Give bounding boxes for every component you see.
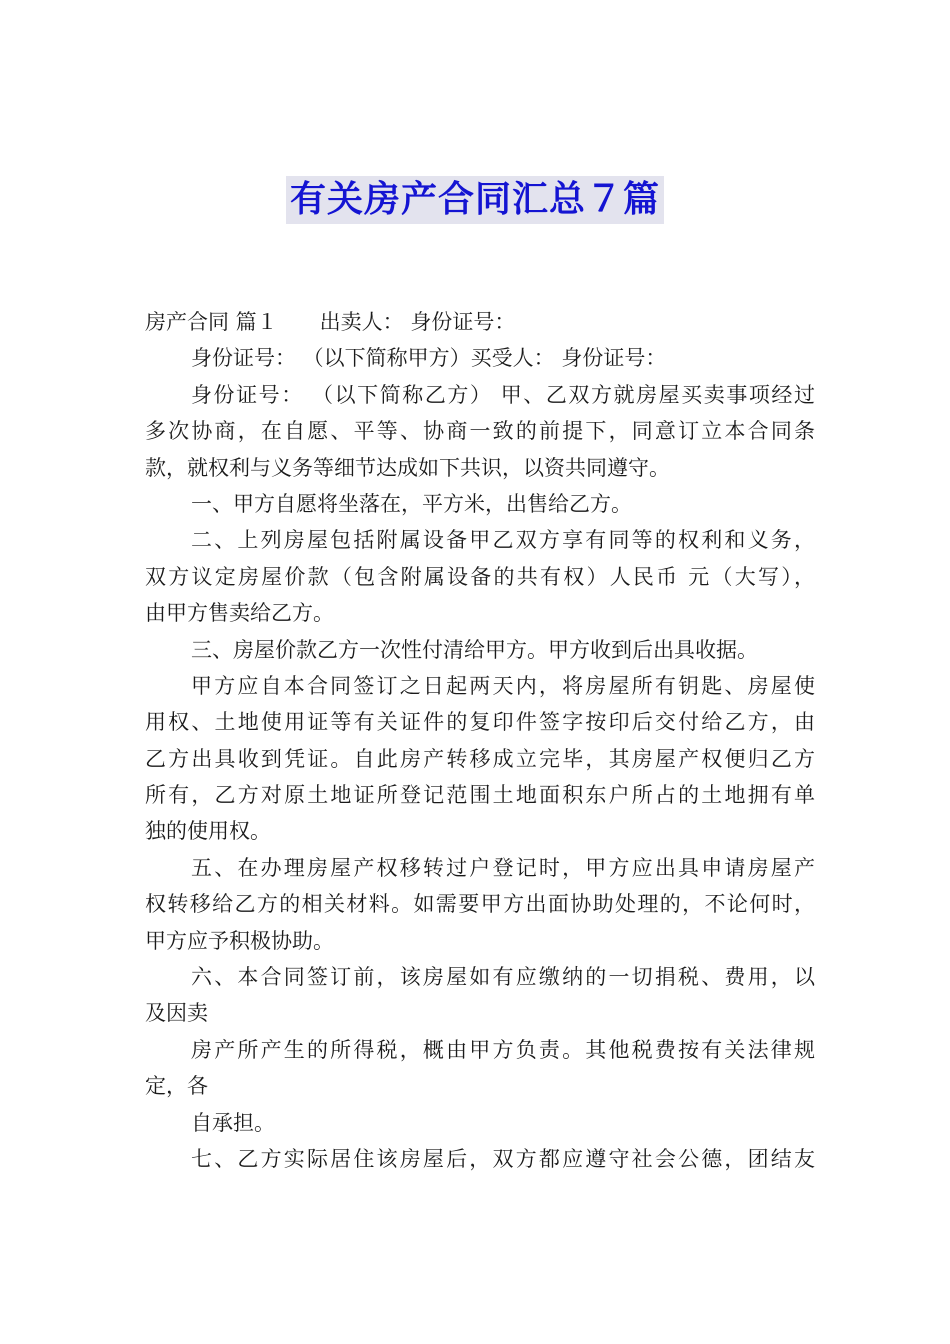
body-line: 双方议定房屋价款（包含附属设备的共有权）人民币 元（大写）， (145, 564, 815, 589)
body-line: 七、乙方实际居住该房屋后，双方都应遵守社会公德，团结友 (191, 1146, 815, 1171)
body-line: 甲方应自本合同签订之日起两天内，将房屋所有钥匙、房屋使 (191, 673, 815, 698)
body-line: 多次协商，在自愿、平等、协商一致的前提下，同意订立本合同条 (145, 419, 815, 444)
body-line: 及因卖 (145, 1001, 208, 1026)
body-line: 定，各 (145, 1074, 208, 1099)
body-line: 五、在办理房屋产权移转过户登记时，甲方应出具申请房屋产 (191, 855, 815, 880)
body-line: 身份证号： （以下简称甲方）买受人： 身份证号： (191, 346, 667, 371)
body-line: 乙方出具收到凭证。自此房产转移成立完毕，其房屋产权便归乙方 (145, 746, 815, 771)
body-line: 房产所产生的所得税，概由甲方负责。其他税费按有关法律规 (191, 1037, 815, 1062)
body-line: 独的使用权。 (145, 819, 271, 844)
body-line: 自承担。 (191, 1110, 275, 1135)
body-line: 甲方应予积极协助。 (145, 928, 334, 953)
body-line: 三、房屋价款乙方一次性付清给甲方。甲方收到后出具收据。 (191, 637, 758, 662)
body-line: 所有，乙方对原土地证所登记范围土地面积东户所占的土地拥有单 (145, 783, 815, 808)
body-line: 一、甲方自愿将坐落在，平方米，出售给乙方。 (191, 491, 632, 516)
body-line: 款，就权利与义务等细节达成如下共识，以资共同遵守。 (145, 455, 670, 480)
page-title-text: 有关房产合同汇总７篇 (286, 176, 664, 224)
body-line: 由甲方售卖给乙方。 (145, 601, 334, 626)
body-line: 二、上列房屋包括附属设备甲乙双方享有同等的权利和义务， (191, 528, 815, 553)
body-line: 身份证号： （以下简称乙方） 甲、乙双方就房屋买卖事项经过 (191, 382, 815, 407)
body-line: 房产合同 篇１ 出卖人： 身份证号： (145, 310, 516, 334)
document-body (145, 304, 815, 1177)
body-line: 权转移给乙方的相关材料。如需要甲方出面协助处理的，不论何时， (145, 892, 815, 917)
body-line: 用权、土地使用证等有关证件的复印件签字按印后交付给乙方，由 (145, 710, 815, 735)
body-line: 六、本合同签订前，该房屋如有应缴纳的一切捐税、费用，以 (191, 965, 815, 990)
page-title (0, 176, 950, 224)
